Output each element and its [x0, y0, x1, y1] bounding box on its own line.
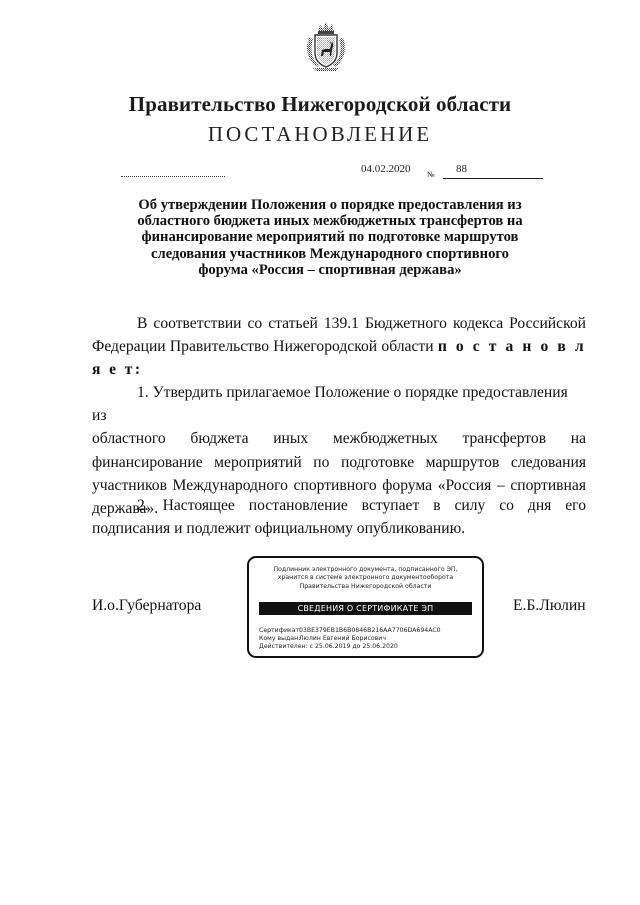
subject-line: областного бюджета иных межбюджетных трансфертов на — [137, 213, 523, 230]
stamp-header — [249, 566, 482, 591]
certificate-row — [259, 627, 441, 635]
number-underline — [443, 178, 543, 179]
validity-row — [259, 643, 441, 651]
stamp-header-line: хранится в системе электронного документооборота — [277, 574, 454, 582]
decree-word: п о с т а н о в л я е т: — [92, 338, 586, 379]
certificate-value: 03BE379EB1B6B0846B216AA7706DA694AC0 — [298, 627, 441, 634]
subject-line: форума «Россия – спортивная держава» — [198, 261, 462, 278]
subject-line: финансирование мероприятий по подготовке маршрутов — [141, 229, 519, 246]
owner-value: Люлин Евгений Борисович — [298, 635, 386, 643]
item-1-second-line: областного бюджета иных межбюджетных трансфертов на — [92, 430, 586, 448]
certificate-label: Сертификат: — [259, 627, 302, 634]
validity-value: с 25.06.2019 до 25.06.2020 — [309, 643, 398, 651]
certificate-info-bar: СВЕДЕНИЯ О СЕРТИФИКАТЕ ЭП — [259, 602, 472, 615]
subject-line: Об утверждении Положения о порядке предоставления из — [138, 197, 522, 213]
item-2-paragraph: 2. Настоящее постановление вступает в силу со дня его подписания и подлежит официальному опубликованию. — [92, 497, 586, 538]
document-number: 88 — [456, 163, 467, 175]
stamp-header-line: Подлинник электронного документа, подписанного ЭП, — [273, 566, 458, 573]
stamp-header-line: Правительства Нижегородской области — [299, 582, 432, 590]
document-date: 04.02.2020 — [361, 163, 411, 175]
coat-of-arms-icon — [303, 20, 349, 72]
subject-line: следования участников Международного спортивного — [151, 245, 509, 262]
item-1-rest: финансирование мероприятий по подготовке маршрутов следования участников Международного спортивного форума «Россия – спортивная держава». — [92, 453, 586, 518]
government-title: Правительство Нижегородской области — [128, 92, 512, 116]
owner-label: Кому выдан: — [259, 635, 301, 643]
preamble-text: В соответствии со статьей 139.1 Бюджетного кодекса Российской Федерации Правительство Нижегородской области — [92, 315, 586, 356]
signatory-position: И.о.Губернатора — [92, 597, 202, 614]
certificate-details — [259, 627, 441, 652]
validity-label: Действителен: — [259, 643, 308, 651]
document-subject — [120, 197, 540, 278]
document-type: ПОСТАНОВЛЕНИЕ — [207, 122, 433, 146]
electronic-signature-stamp — [247, 556, 484, 658]
item-1-first-line: 1. Утвердить прилагаемое Положение о порядке предоставления из — [92, 384, 568, 425]
number-sign: № — [427, 170, 435, 179]
date-placeholder-line — [121, 176, 225, 177]
signatory-name: Е.Б.Люлин — [513, 597, 586, 614]
